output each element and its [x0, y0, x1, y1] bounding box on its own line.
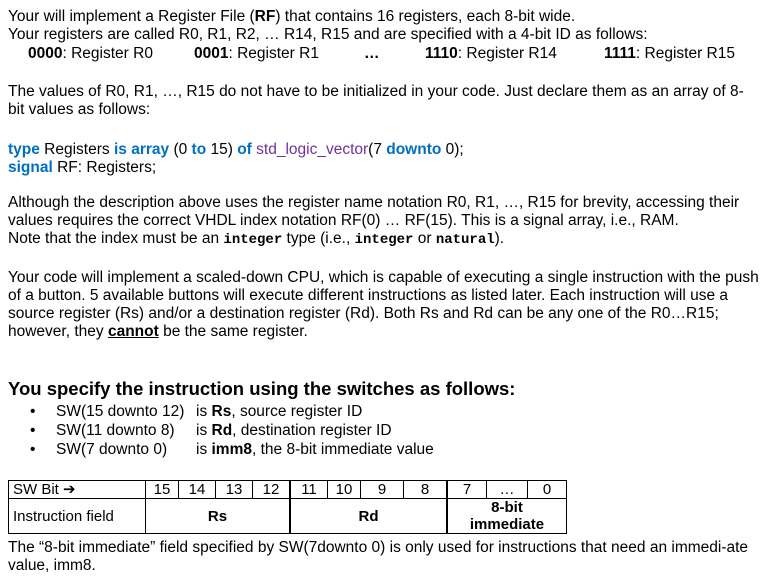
intro-text: Your registers are called R0, R1, R2, … R14, R15 and are specified with a 4-bit ID as follows:	[8, 26, 648, 43]
bit-cell: …	[487, 481, 528, 499]
bit-cell: 12	[253, 481, 291, 499]
field-cell: Rd	[290, 499, 447, 534]
reg-id-item: 1110: Register R14	[425, 45, 557, 62]
rf-term: RF	[254, 8, 276, 25]
bit-cell: 10	[328, 481, 361, 499]
intro-text: ) that contains 16 registers, each 8-bit wide.	[275, 8, 576, 25]
table-header-cell: Instruction field	[9, 499, 146, 534]
section-heading: You specify the instruction using the switches as follows:	[8, 378, 516, 399]
reg-id-item: 0001: Register R1	[194, 45, 319, 62]
bit-cell: 15	[146, 481, 179, 499]
intro-text: Your will implement a Register File (	[8, 8, 255, 25]
notation-paragraph: Although the description above uses the register name notation R0, R1, …, R15 for brevity, accessing their values requires the correct VHDL index notation RF(0) … RF(15). This is a signal array, i.e., RAM. Note that the index must be an integer type (i.e., integer or natural).	[8, 194, 740, 248]
field-cell: Rs	[146, 499, 291, 534]
field-cell: 8-bit immediate	[447, 499, 567, 534]
reg-id-item: 0000: Register R0	[28, 45, 153, 62]
bit-cell: 9	[361, 481, 404, 499]
table-row	[9, 499, 567, 534]
bit-cell: 11	[290, 481, 328, 499]
vhdl-code: type Registers is array (0 to 15) of std_logic_vector(7 downto 0); signal RF: Registers;	[8, 141, 464, 176]
bit-cell: 8	[404, 481, 448, 499]
bit-cell: 0	[528, 481, 567, 499]
bit-cell: 13	[216, 481, 253, 499]
table-row	[9, 481, 567, 499]
init-note: The values of R0, R1, …, R15 do not have to be initialized in your code. Just declare them as an array of 8-bit values as follows:	[8, 83, 744, 118]
reg-id-item: 1111: Register R15	[604, 45, 735, 62]
switch-bit-table	[8, 480, 567, 534]
bit-cell: 14	[179, 481, 216, 499]
reg-id-item: …	[364, 45, 380, 62]
intro-paragraph	[8, 8, 760, 44]
footer-paragraph: The “8-bit immediate” field specified by SW(7downto 0) is only used for instructions that need an immedi-ate value, imm8.	[8, 539, 749, 574]
bit-cell: 7	[447, 481, 487, 499]
table-header-cell: SW Bit ➔	[9, 481, 146, 499]
cannot-emphasis: cannot	[107, 323, 159, 340]
cpu-paragraph: Your code will implement a scaled-down CPU, which is capable of executing a single instruction with the push of a button. 5 available buttons will execute different instructions as listed later. Each instruction will use a source register (Rs) and/or a destination register (Rd). Both Rs and Rd can be any one of the R0…R15; however, they cannot be the same register.	[8, 269, 759, 340]
